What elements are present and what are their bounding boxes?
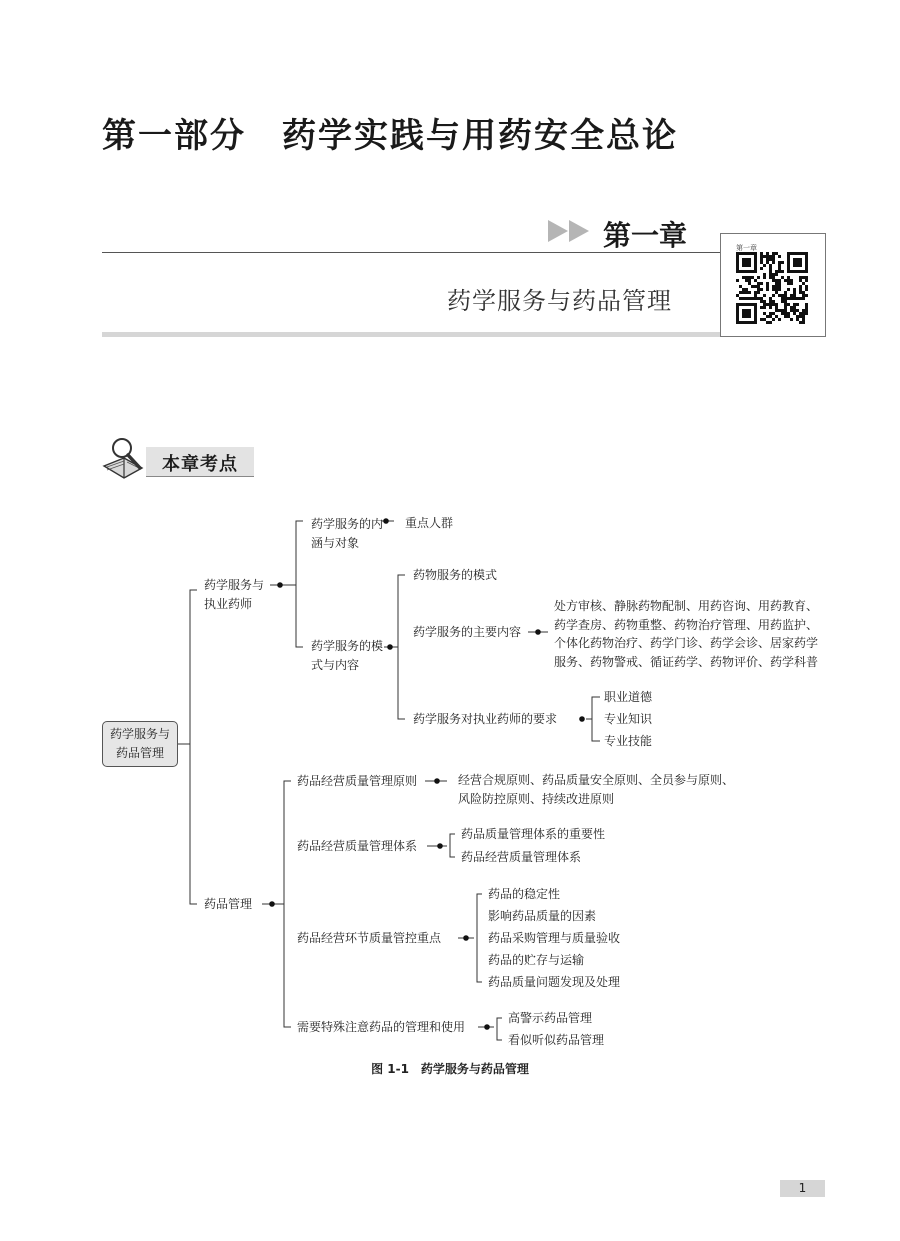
mindmap-node-special-drugs: 需要特殊注意药品的管理和使用 bbox=[297, 1020, 466, 1034]
mindmap-node-pharmacist-requirements: 药学服务对执业药师的要求 bbox=[413, 712, 558, 726]
detail-line: 风险防控原则、持续改进原则 bbox=[458, 791, 615, 806]
chapter-number: 第一章 bbox=[603, 219, 688, 252]
mindmap-leaf-principles-detail bbox=[458, 771, 734, 808]
figure-caption: 图 1-1 药学服务与药品管理 bbox=[371, 1062, 529, 1076]
mindmap-leaf-lookalike: 看似听似药品管理 bbox=[508, 1033, 605, 1047]
detail-line: 个体化药物治疗、药学门诊、药学会诊、居家药学 bbox=[554, 636, 819, 650]
mindmap-leaf-service-mode: 药物服务的模式 bbox=[413, 568, 498, 582]
mindmap-leaf-operation-system: 药品经营质量管理体系 bbox=[461, 850, 582, 864]
detail-line: 处方审核、静脉药物配制、用药咨询、用药教育、 bbox=[554, 599, 819, 613]
mindmap-leaf-quality-issues: 药品质量问题发现及处理 bbox=[488, 975, 621, 989]
detail-line: 服务、药物警戒、循证药学、药物评价、药学科普 bbox=[554, 654, 819, 669]
mindmap-root-label: 药学服务与药品管理 bbox=[109, 727, 170, 760]
section-title: 本章考点 bbox=[162, 454, 238, 475]
mindmap-leaf-key-groups: 重点人群 bbox=[405, 516, 454, 530]
detail-line: 药学查房、药物重整、药物治疗管理、用药监护、 bbox=[554, 617, 819, 632]
mindmap-leaf-ethics: 职业道德 bbox=[604, 690, 653, 704]
mindmap-leaf-procurement: 药品采购管理与质量验收 bbox=[488, 931, 621, 945]
mindmap-leaf-skills: 专业技能 bbox=[604, 734, 653, 748]
mindmap-node-pharmacy-service: 药学服务与执业药师 bbox=[204, 578, 265, 611]
mindmap-node-quality-system: 药品经营质量管理体系 bbox=[297, 839, 418, 853]
mindmap-node-quality-principles: 药品经营质量管理原则 bbox=[297, 774, 418, 788]
part-title: 第一部分 药学实践与用药安全总论 bbox=[102, 116, 678, 156]
mindmap-leaf-knowledge: 专业知识 bbox=[604, 712, 653, 726]
mindmap-node-service-mode: 药学服务的模式与内容 bbox=[311, 639, 384, 672]
mindmap-node-quality-control: 药品经营环节质量管控重点 bbox=[297, 931, 442, 945]
mindmap-leaf-stability: 药品的稳定性 bbox=[488, 887, 561, 901]
page-number: 1 bbox=[798, 1181, 807, 1195]
mindmap-node-connotation: 药学服务的内涵与对象 bbox=[311, 517, 384, 550]
chapter-title: 药学服务与药品管理 bbox=[447, 287, 672, 315]
mindmap-leaf-quality-factors: 影响药品质量的因素 bbox=[488, 909, 597, 923]
qr-label: 第一章 bbox=[736, 244, 757, 252]
mindmap-leaf-system-importance: 药品质量管理体系的重要性 bbox=[461, 827, 606, 841]
detail-line: 经营合规原则、药品质量安全原则、全员参与原则、 bbox=[458, 773, 735, 787]
mindmap-node-drug-management: 药品管理 bbox=[204, 897, 253, 911]
mindmap-leaf-main-content-detail bbox=[554, 597, 818, 671]
mindmap-leaf-storage-transport: 药品的贮存与运输 bbox=[488, 953, 585, 967]
mindmap-leaf-high-alert: 高警示药品管理 bbox=[508, 1011, 593, 1025]
mindmap-node-main-content: 药学服务的主要内容 bbox=[413, 625, 522, 639]
